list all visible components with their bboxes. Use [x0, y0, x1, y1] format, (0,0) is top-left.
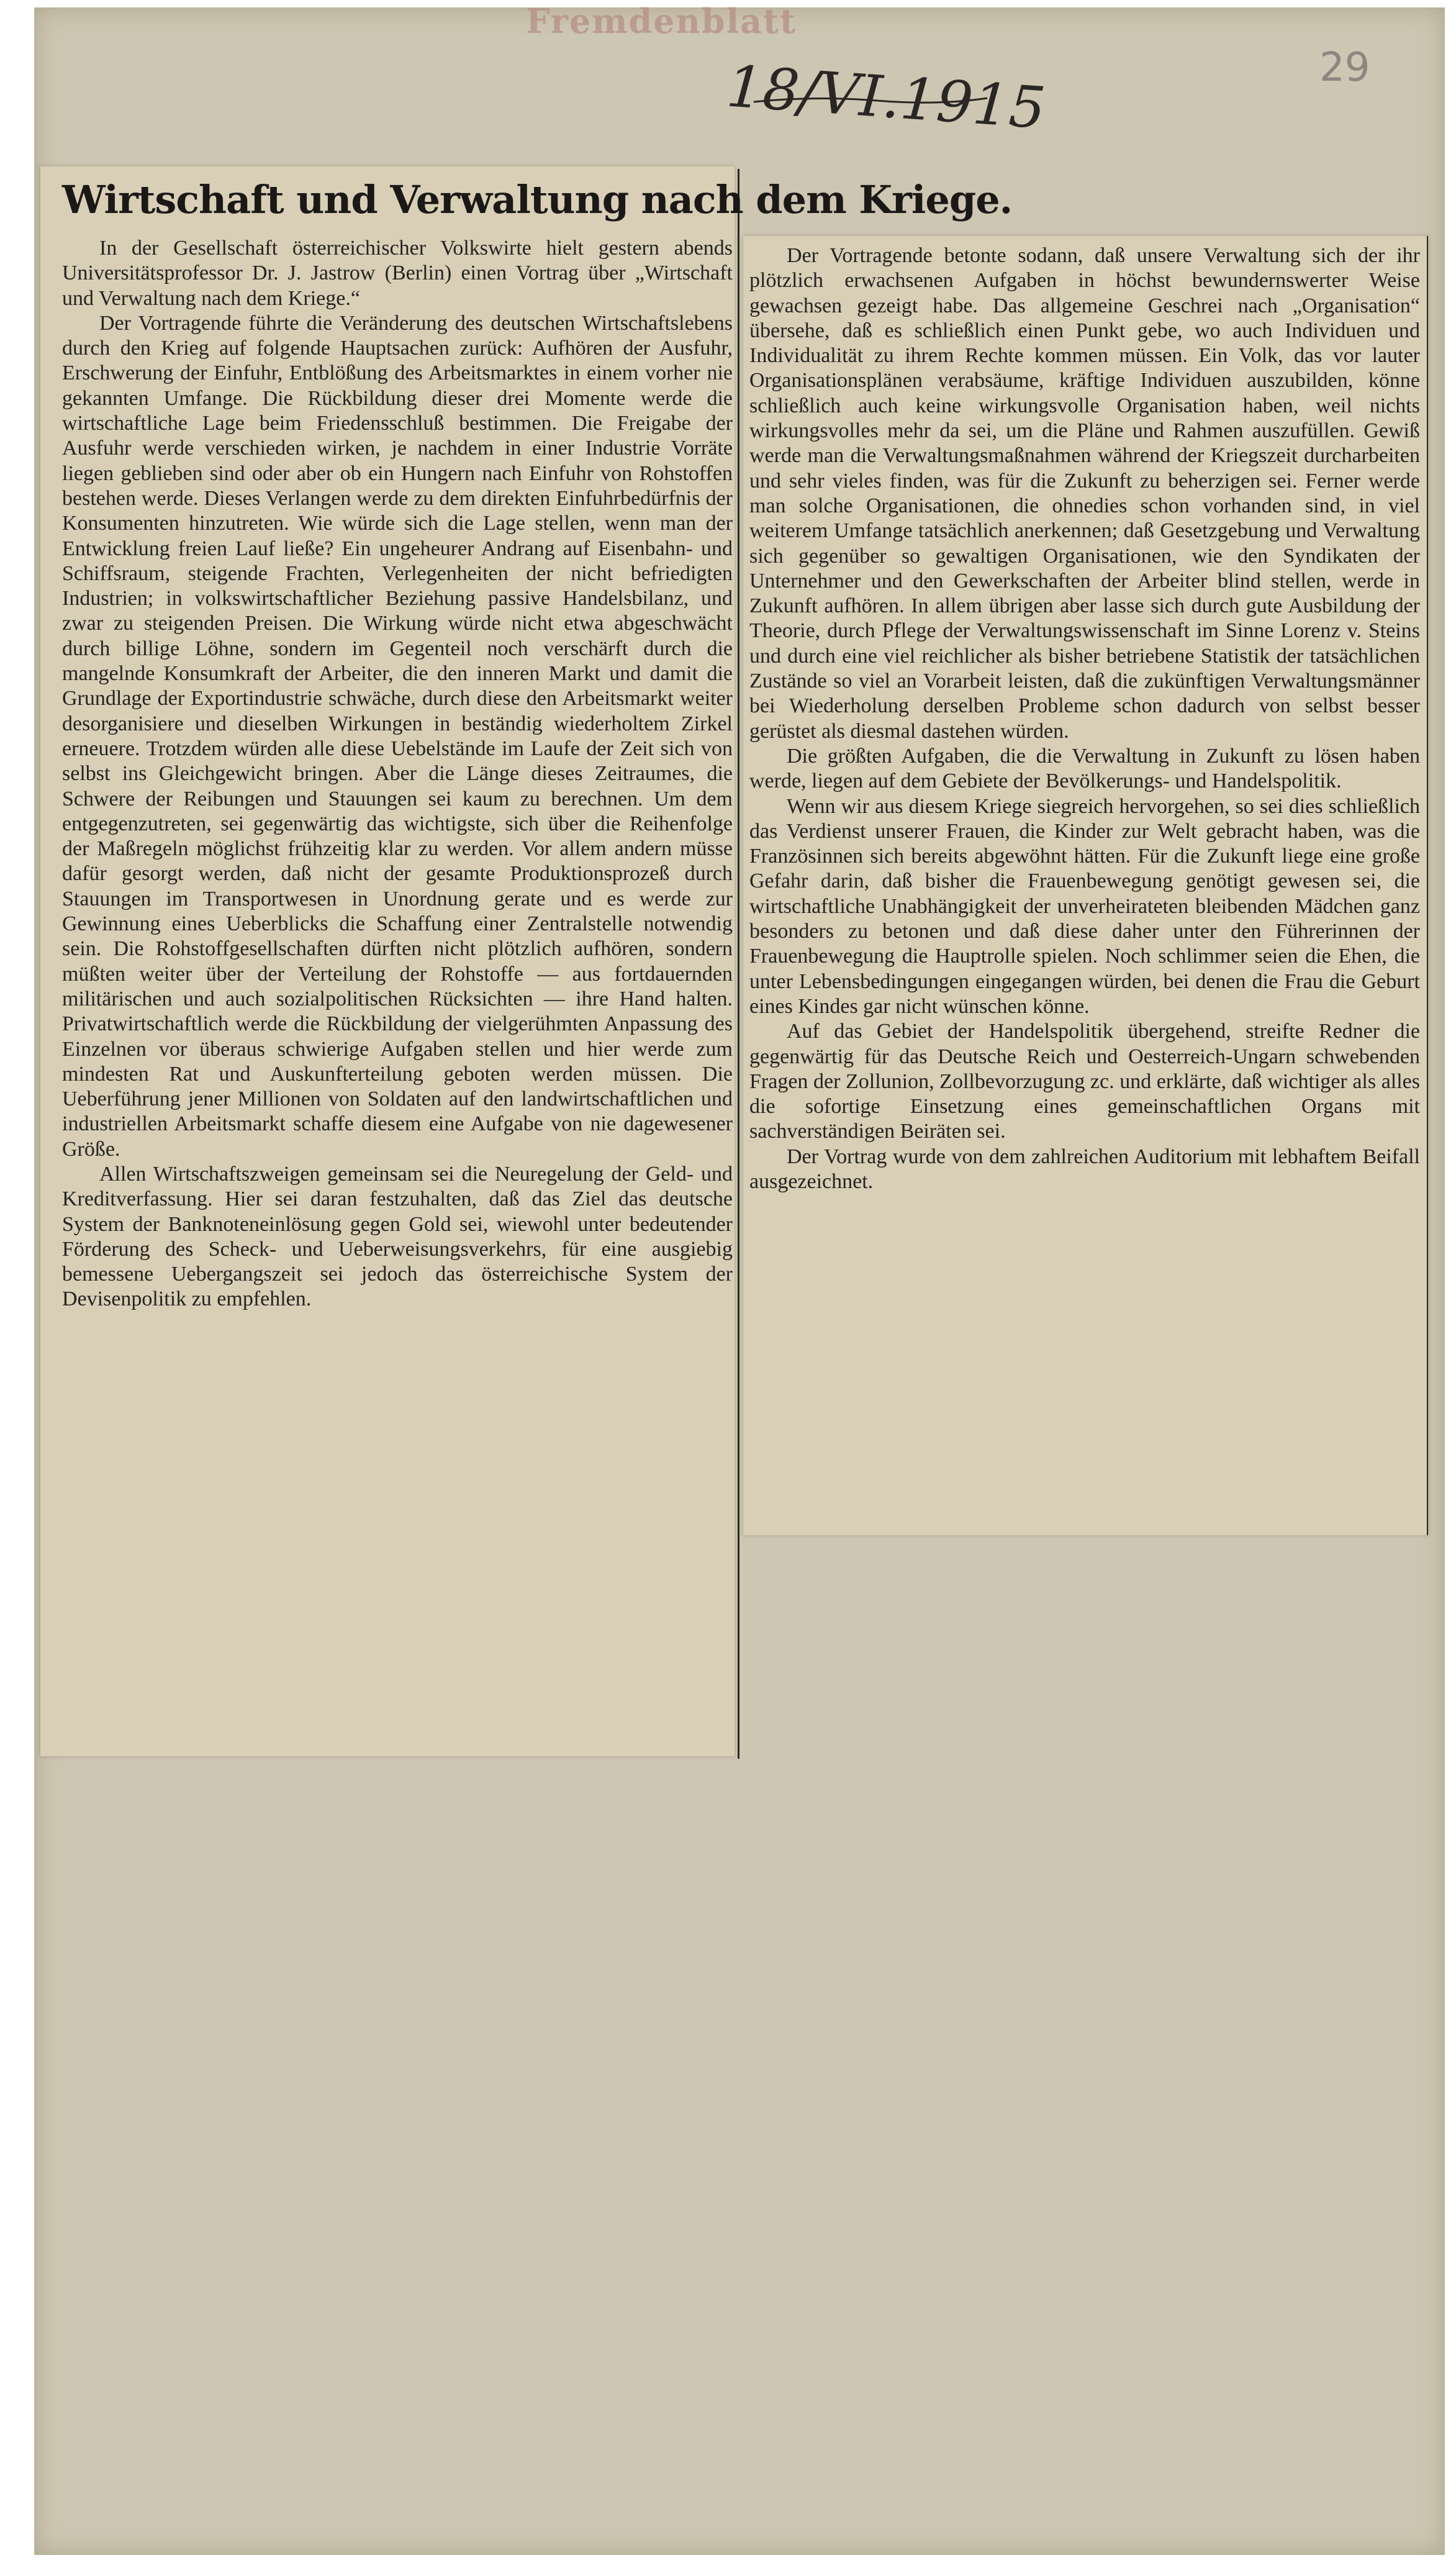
column-rule [1427, 236, 1428, 1535]
handwritten-date: 18/VI.1915 [724, 53, 1048, 142]
paragraph: Wenn wir aus diesem Kriege siegreich hervorgehen, so sei dies schließlich das Verdienst unserer Frauen, die Kinder zur Welt gebracht haben, was die Französinnen sich bereits abgewöhnt hätten. Für die Zukunft liege eine große Gefahr darin, daß bisher die Frauenbewegung genötigt gewesen sei, die wirtschaftliche Unabhängigkeit der unverheirateten bleibenden Mädchen ganz besonders zu betonen und daß diese daher unter den Führerinnen der Frauenbewegung die Hauptrolle spielen. Noch schlimmer seien die Ehen, die unter Lebensbedingungen eingegangen würden, bei denen die Frau die Geburt eines Kindes gar nicht wünschen könne. [749, 794, 1420, 1018]
article-column-left [62, 236, 733, 1751]
column-rule [738, 169, 739, 1759]
newspaper-name-stamp: Fremdenblatt [526, 1, 797, 41]
date-underline [753, 93, 988, 106]
article-headline: Wirtschaft und Verwaltung nach dem Kriege. [62, 177, 1013, 222]
paragraph: Der Vortrag wurde von dem zahlreichen Auditorium mit lebhaftem Beifall ausgezeichnet. [749, 1145, 1420, 1193]
paragraph: In der Gesellschaft österreichischer Volkswirte hielt gestern abends Universitätsprofessor Dr. J. Jastrow (Berlin) einen Vortrag über „Wirtschaft und Verwaltung nach dem Kriege.“ [62, 237, 733, 310]
paragraph: Der Vortragende betonte sodann, daß unsere Verwaltung sich der ihr plötzlich erwachsenen Aufgaben in höchst bewundernswerter Weise gewachsen gezeigt habe. Das allgemeine Geschrei nach „Organisation“ übersehe, daß es schließlich einen Punkt gebe, wo auch Individuen und Individualität zu ihrem Rechte kommen müssen. Ein Volk, das vor lauter Organisationsplänen verabsäume, kräftige Individuen auszubilden, könne schließlich auch keine wirkungsvolle Organisation haben, weil nichts wirkungsvolles mehr da sei, um die Pläne und Rahmen auszufüllen. Gewiß werde man die Verwaltungsmaßnahmen während der Kriegszeit durcharbeiten und sehr vieles finden, was für die Zukunft zu beherzigen sei. Ferner werde man solche Organisationen, die ohnedies schon vorhanden sind, in viel weiterem Umfange tatsächlich anerkennen; daß Gesetzgebung und Verwaltung sich gegenüber so gewaltigen Organisationen, wie den Syndikaten der Unternehmer und den Gewerkschaften der Arbeiter blind stellen, werde in Zukunft aufhören. In allem übrigen aber lasse sich durch gute Ausbildung der Theorie, durch Pflege der Verwaltungswissenschaft im Sinne Lorenz v. Steins und durch eine viel reichlicher als bisher betriebene Statistik der tatsächlichen Zustände so viel an Vorarbeit leisten, daß die zukünftigen Verwaltungsmänner bei Wiederholung derselben Probleme schon dadurch von selbst besser gerüstet als diesmal dastehen würden. [749, 244, 1420, 743]
page-number: 29 [1319, 45, 1370, 91]
paragraph: Allen Wirtschaftszweigen gemeinsam sei die Neuregelung der Geld- und Kreditverfassung. Hier sei daran festzuhalten, daß das Ziel das deutsche System der Banknoteneinlösung gegen Gold sei, wiewohl unter bedeutender Förderung des Scheck- und Ueberweisungsverkehrs, für eine ausgiebig bemessene Uebergangszeit sei jedoch das österreichische System der Devisenpolitik zu empfehlen. [62, 1162, 733, 1311]
paragraph: Auf das Gebiet der Handelspolitik übergehend, streifte Redner die gegenwärtig für das Deutsche Reich und Oesterreich-Ungarn schwebenden Fragen der Zollunion, Zollbevorzugung zc. und erklärte, daß wichtiger als alles die sofortige Einsetzung eines gemeinschaftlichen Organs mit sachverständigen Beiräten sei. [749, 1020, 1420, 1143]
paragraph: Der Vortragende führte die Veränderung des deutschen Wirtschaftslebens durch den Krieg auf folgende Hauptsachen zurück: Aufhören der Ausfuhr, Erschwerung der Einfuhr, Entblößung des Arbeitsmarktes in einem vorher nie gekannten Umfange. Die Rückbildung dieser drei Momente werde die wirtschaftliche Lage beim Friedensschluß bestimmen. Die Freigabe der Ausfuhr werde verschieden wirken, je nachdem in einer Industrie Vorräte liegen geblieben sind oder aber ob ein Hungern nach Einfuhr von Rohstoffen bestehen werde. Dieses Verlangen werde zu dem direkten Einfuhrbedürfnis der Konsumenten hinzutreten. Wie würde sich die Lage stellen, wenn man der Entwicklung freien Lauf ließe? Ein ungeheurer Andrang auf Eisenbahn- und Schiffsraum, steigende Frachten, Verlegenheiten der nicht befriedigten Industrien; in volkswirtschaftlicher Beziehung passive Handelsbilanz, und zwar zu steigenden Preisen. Die Wirkung würde nicht etwa abgeschwächt durch billige Löhne, sondern im Gegenteil noch verschärft durch die mangelnde Konsumkraft der Arbeiter, die den inneren Markt und damit die Grundlage der Exportindustrie schwäche, durch diese den Arbeitsmarkt weiter desorganisiere und dieselben Wirkungen in beständig wiederholtem Zirkel erneuere. Trotzdem würden alle diese Uebelstände im Laufe der Zeit sich von selbst ins Gleichgewicht bringen. Aber die Länge dieses Zeitraumes, die Schwere der Reibungen und Stauungen sei kaum zu berechnen. Um dem entgegenzutreten, sei gegenwärtig das wichtigste, sich über die Reihenfolge der Maßregeln möglichst frühzeitig klar zu werden. Vor allem andern müsse dafür gesorgt werden, daß nicht der gesamte Produktionsprozeß durch Stauungen im Transportwesen in Unordnung gerate und es werde zur Gewinnung eines Ueberblicks die Schaffung einer Zentralstelle notwendig sein. Die Rohstoffgesellschaften dürften nicht plötzlich aufhören, sondern müßten weiter über der Verteilung der Rohstoffe — aus fortdauernden militärischen und auch sozialpolitischen Rücksichten — ihre Hand halten. Privatwirtschaftlich werde die Rückbildung der vielgerühmten Anpassung des Einzelnen vor überaus schwierige Aufgaben stellen und hier werde zum mindesten Rat und Auskunfterteilung geboten werden müssen. Die Ueberführung jener Millionen von Soldaten auf den landwirtschaftlichen und industriellen Arbeitsmarkt schaffe diesem eine Aufgabe von nie dagewesener Größe. [62, 311, 733, 1161]
article-column-right [749, 243, 1420, 1529]
paragraph: Die größten Aufgaben, die die Verwaltung in Zukunft zu lösen haben werde, liegen auf dem Gebiete der Bevölkerungs- und Handelspolitik. [749, 744, 1420, 793]
